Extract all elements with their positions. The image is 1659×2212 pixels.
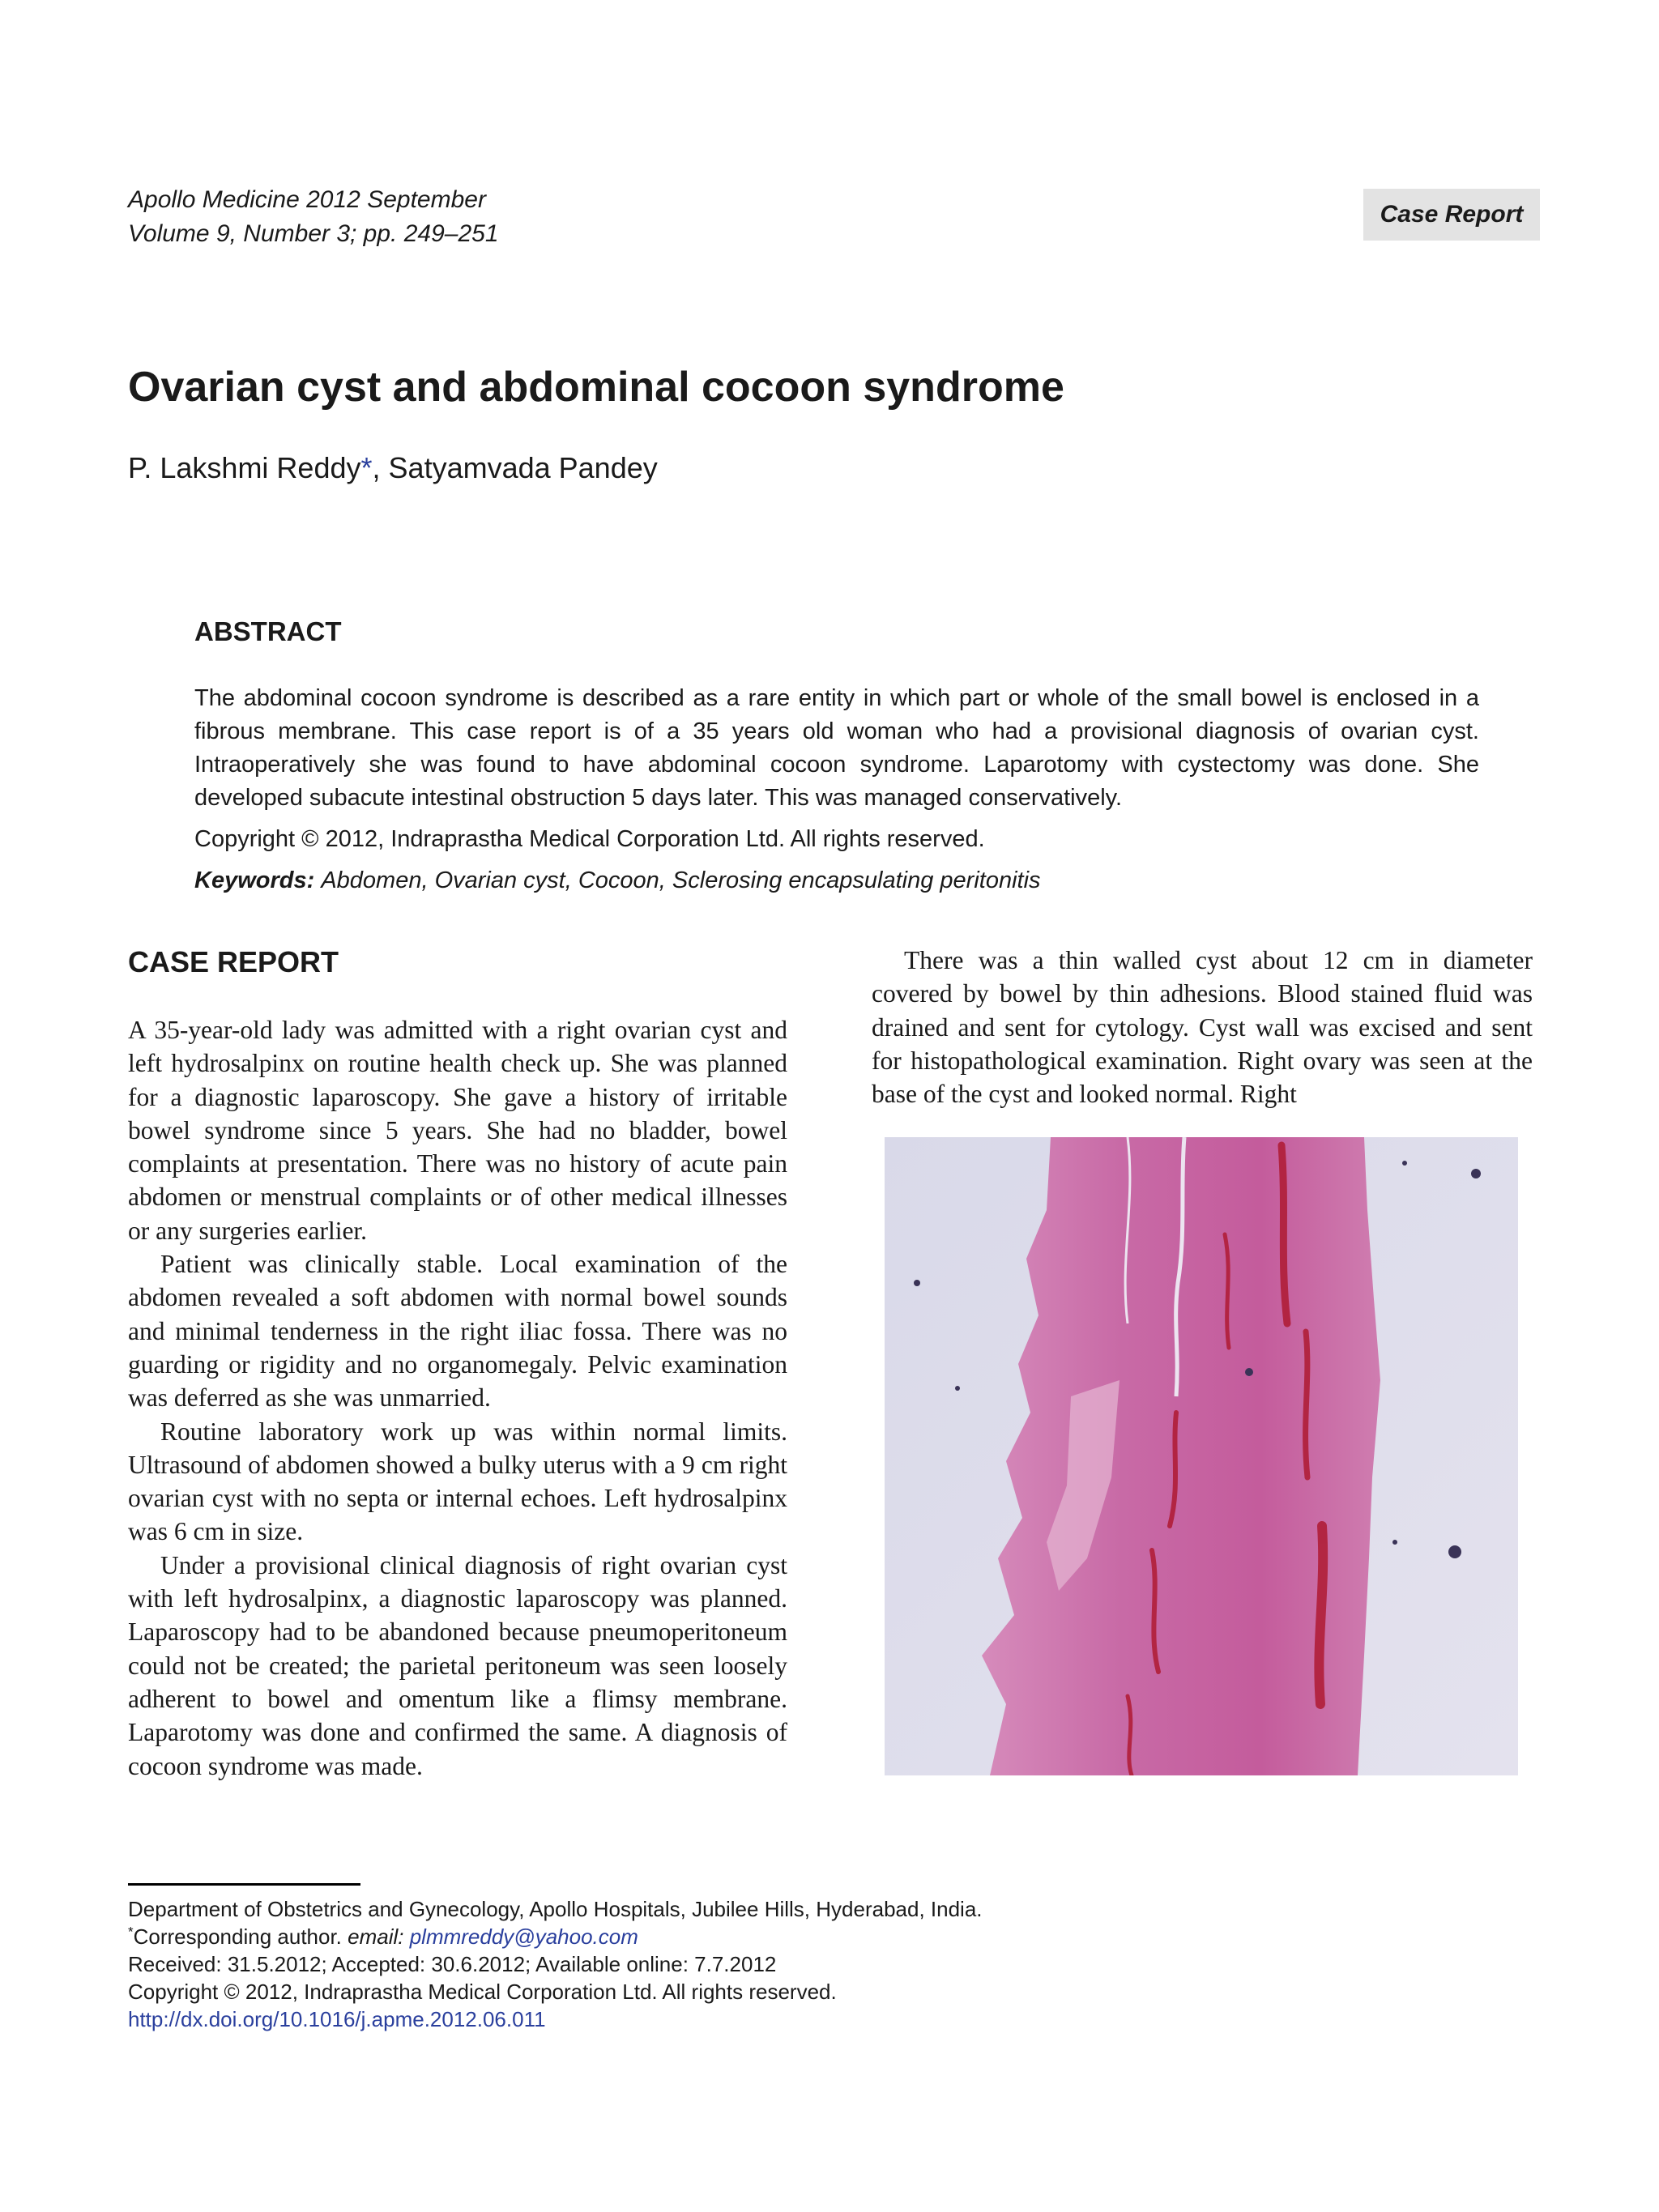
email-link[interactable]: plmmreddy@yahoo.com [409, 1924, 638, 1949]
debris-dot [914, 1280, 920, 1286]
footnotes [128, 1895, 1537, 2033]
debris-dot [1402, 1161, 1407, 1166]
left-column [128, 1013, 787, 1783]
keywords [194, 864, 1479, 897]
corresponding-label: Corresponding author. [133, 1924, 348, 1949]
section-heading: CASE REPORT [128, 945, 339, 978]
debris-dot [1245, 1368, 1253, 1376]
blood-vessel [1306, 1332, 1307, 1477]
debris-dot [1392, 1540, 1397, 1545]
journal-citation [128, 183, 499, 251]
email-label: email: [348, 1924, 410, 1949]
debris-dot [955, 1386, 960, 1391]
abstract-heading: ABSTRACT [194, 616, 342, 646]
body-paragraph: Under a provisional clinical diagnosis of right ovarian cyst with left hydrosalpinx, a diagnostic laparoscopy was planned. Laparoscopy had to be abandoned because pneumoperitoneum could not be created; the parietal peritoneum was seen loosely adherent to bowel and omentum like a flimsy membrane. Laparotomy was done and confirmed the same. A diagnosis of cocoon syndrome was made. [128, 1550, 787, 1780]
article-dates: Received: 31.5.2012; Accepted: 30.6.2012; Available online: 7.7.2012 [128, 1952, 777, 1976]
footnote-divider [128, 1883, 360, 1886]
debris-dot [1471, 1169, 1481, 1178]
article-type-badge: Case Report [1363, 189, 1540, 241]
author-separator: , [372, 451, 389, 484]
author-name: P. Lakshmi Reddy [128, 451, 361, 484]
author-name: Satyamvada Pandey [388, 451, 658, 484]
blood-vessel [1128, 1696, 1132, 1775]
corresponding-author-link[interactable]: * [360, 451, 373, 484]
footnote-copyright: Copyright © 2012, Indraprastha Medical Corporation Ltd. All rights reserved. [128, 1980, 837, 2004]
body-paragraph: Patient was clinically stable. Local examination of the abdomen revealed a soft abdomen with normal bowel sounds and minimal tenderness in the right iliac fossa. There was no guarding or rigidity and no organomegaly. Pelvic examination was deferred as she was unmarried. [128, 1250, 787, 1413]
keywords-label: Keywords: [194, 867, 315, 893]
keywords-text: Abdomen, Ovarian cyst, Cocoon, Sclerosing encapsulating peritonitis [321, 867, 1041, 893]
abstract-text: The abdominal cocoon syndrome is described as a rare entity in which part or whole of the small bowel is enclosed in a fibrous membrane. This case report is of a 35 years old woman who had a provisional diagnosis of ovarian cyst. Intraoperatively she was found to have abdominal cocoon syndrome. Laparotomy with cystectomy was done. She developed subacute intestinal obstruction 5 days later. This was managed conservatively. [194, 685, 1479, 811]
abstract-section [194, 614, 1479, 906]
corresponding-mark: * [128, 1924, 134, 1940]
blood-vessel [1319, 1526, 1323, 1704]
author-list [128, 450, 658, 486]
journal-name-line: Apollo Medicine 2012 September [128, 186, 486, 213]
journal-volume-line: Volume 9, Number 3; pp. 249–251 [128, 220, 499, 247]
body-paragraph: Routine laboratory work up was within normal limits. Ultrasound of abdomen showed a bulky uterus with a 9 cm right ovarian cyst with no septa or internal echoes. Left hydrosalpinx was 6 cm in size. [128, 1417, 787, 1546]
article-title: Ovarian cyst and abdominal cocoon syndrome [128, 364, 1064, 411]
histology-micrograph [885, 1137, 1518, 1775]
doi-link[interactable]: http://dx.doi.org/10.1016/j.apme.2012.06.011 [128, 2007, 546, 2031]
debris-dot [1448, 1545, 1461, 1558]
abstract-copyright: Copyright © 2012, Indraprastha Medical Corporation Ltd. All rights reserved. [194, 826, 985, 852]
body-paragraph: A 35-year-old lady was admitted with a right ovarian cyst and left hydrosalpinx on routine health check up. She was planned for a diagnostic laparoscopy. She gave a history of irritable bowel syndrome since 5 years. She had no bladder, bowel complaints at presentation. There was no history of acute pain abdomen or menstrual complaints or of other medical illnesses or any surgeries earlier. [128, 1016, 787, 1245]
body-paragraph: There was a thin walled cyst about 12 cm in diameter covered by bowel by thin adhesions. Blood stained fluid was drained and sent for cytology. Cyst wall was excised and sent for histopathological examination. Right ovary was seen at the base of the cyst and looked normal. Right [872, 946, 1533, 1109]
blood-vessel [1282, 1145, 1287, 1323]
right-column [872, 944, 1533, 1110]
affiliation: Department of Obstetrics and Gynecology, Apollo Hospitals, Jubilee Hills, Hyderabad, India. [128, 1897, 983, 1921]
corresponding-author-note [128, 1923, 1537, 1950]
